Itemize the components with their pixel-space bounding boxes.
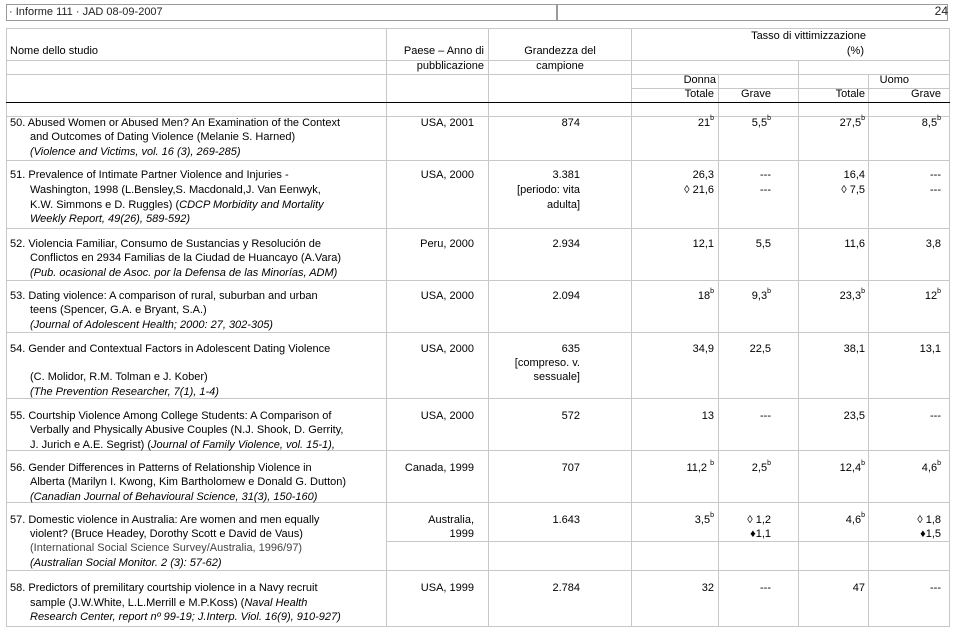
table-cell: 12$^b$ [924,288,941,302]
table-cell: 57. Domestic violence in Australia: Are women and men equally [10,514,320,526]
table-cell: 12,1 [692,238,714,250]
study-citation: (Canadian Journal of Behavioural Science, 31(3), 150-160) [30,491,318,503]
table-cell: adulta] [546,199,580,211]
table-cell: --- [930,582,941,594]
men-header: Uomo [879,74,909,86]
sample-size: 2.094 [552,290,580,302]
col-rate-header-l2: (%) [846,45,864,57]
table-cell: 27,5$^b$ [839,115,865,129]
table-cell: 22,5 [749,343,771,355]
table-cell: 47 [852,582,865,594]
table-cell: (C. Molidor, R.M. Tolman e J. Kober) [30,371,208,383]
table-cell: 21$^b$ [697,115,714,129]
country-year: USA, 2000 [420,290,474,302]
study-citation: (Violence and Victims, vol. 16 (3), 269-285) [30,146,241,158]
study-citation: (The Prevention Researcher, 7(1), 1-4) [30,386,219,398]
table-cell: 53. Dating violence: A comparison of rural, suburban and urban [10,290,318,302]
table-cell: 18$^b$ [697,288,714,302]
table-cell: 52. Violencia Familiar, Consumo de Sustancias y Resolución de [10,238,322,250]
study-title: Abused Women or Abused Men? An Examination of the Context [27,117,341,129]
study-title: Violencia Familiar, Consumo de Sustancias y Resolución de [28,238,322,250]
sample-size: 874 [561,117,580,129]
table-cell: 3,5$^b$ [694,512,714,526]
women-severe-header: Grave [741,88,771,100]
study-title: Gender and Contextual Factors in Adolescent Dating Violence [28,343,331,355]
table-cell: ◊ 1,2 [747,514,771,526]
men-total-header: Totale [835,88,865,100]
women-total-header: Totale [684,88,714,100]
table-cell: 4,6$^b$ [921,460,941,474]
col-sample-header-l1: Grandezza del [524,45,596,57]
table-cell: 51. Prevalence of Intimate Partner Violence and Injuries - [10,169,289,181]
study-title: Courtship Violence Among College Students: A Comparison of [28,410,332,422]
study-citation: (Australian Social Monitor. 2 (3): 57-62) [30,557,222,569]
table-cell: ♦1,1 [750,528,771,540]
sample-size: 3.381 [552,169,580,181]
country-year: USA, 2000 [420,343,474,355]
study-title: Predictors of premilitary courtship violence in a Navy recruit [28,582,318,594]
table-cell: 5,5 [755,238,771,250]
table-cell: 5,5$^b$ [751,115,771,129]
table-cell: 1999 [449,528,474,540]
sample-size: 2.934 [552,238,580,250]
study-citation: Research Center, report nº 99-19; J.Interp. Viol. 16(9), 910-927) [30,611,341,623]
women-header: Donna [683,74,716,86]
table-cell: Verbally and Physically Abusive Couples (N.J. Shook, D. Gerrity, [30,424,344,436]
country-year: USA, 2000 [420,410,474,422]
country-year: Australia, [428,514,474,526]
country-year: Canada, 1999 [404,462,474,474]
study-citation: Weekly Report, 49(26), 589-592) [30,213,190,225]
sample-size: 707 [561,462,580,474]
table-cell: 55. Courtship Violence Among College Students: A Comparison of [10,410,332,422]
table-cell: K.W. Simmons e D. Ruggles) (CDCP Morbidity and Mortality [30,199,324,211]
table-cell: --- [760,582,771,594]
table-cell: Conflictos en 2934 Familias de la Ciudad de Huancayo (A.Vara) [30,252,342,264]
col-country-header-l1: Paese – Anno di [403,45,484,57]
country-year: USA, 1999 [420,582,474,594]
table-cell: 38,1 [843,343,865,355]
sample-size: 2.784 [552,582,580,594]
table-cell: ◊ 21,6 [684,184,714,196]
table-cell: 11,6 [844,238,865,250]
table-cell: --- [760,184,771,196]
table-cell: (International Social Science Survey/Australia, 1996/97) [30,542,303,554]
table-cell: --- [930,169,941,181]
table-cell: --- [930,184,941,196]
page-number: 24 [934,4,948,18]
table-cell: ◊ 7,5 [841,184,865,196]
table-cell: 4,6$^b$ [845,512,865,526]
sample-size: 572 [561,410,580,422]
country-year: Peru, 2000 [420,238,474,250]
table-cell: Washington, 1998 (L.Bensley,S. Macdonald,J. Van Eenwyk, [30,184,321,196]
table-cell: Alberta (Marilyn I. Kwong, Kim Bartholomew e Donald G. Dutton) [30,476,347,488]
country-year: USA, 2001 [420,117,474,129]
study-title: Domestic violence in Australia: Are women and men equally [28,514,320,526]
table-cell: 13 [701,410,714,422]
table-cell: --- [760,410,771,422]
table-cell: teens (Spencer, G.A. e Bryant, S.A.) [30,304,207,316]
study-citation: (Journal of Adolescent Health; 2000: 27, 302-305) [30,319,273,331]
men-severe-header: Grave [911,88,941,100]
table-cell: sessuale] [533,371,580,383]
table-cell: and Outcomes of Dating Violence (Melanie S. Harned) [30,131,296,143]
header-title: · Informe 111 · JAD 08-09-2007 [6,4,558,21]
table-cell: ◊ 1,8 [917,514,941,526]
sample-size: 1.643 [552,514,580,526]
country-year: USA, 2000 [420,169,474,181]
table-cell: --- [930,410,941,422]
table-cell: 26,3 [692,169,714,181]
table-cell: 23,3$^b$ [839,288,865,302]
table-cell: 12,4$^b$ [839,460,865,474]
table-cell: sample (J.W.White, L.L.Merrill e M.P.Koss) (Naval Health [30,597,308,609]
table-cell: --- [760,169,771,181]
table-cell: 3,8 [925,238,941,250]
table-cell: 2,5$^b$ [751,460,771,474]
table-cell: 16,4 [843,169,865,181]
study-title: Dating violence: A comparison of rural, suburban and urban [28,290,318,302]
col-sample-header-l2: campione [536,60,584,72]
table-cell: violent? (Bruce Headey, Dorothy Scott e David de Vaus) [30,528,303,540]
table-cell: 50. Abused Women or Abused Men? An Examination of the Context [10,117,341,129]
study-citation: (Pub. ocasional de Asoc. por la Defensa de las Minorías, ADM) [30,267,338,279]
table-cell: 11,2 $^b$ [686,460,714,474]
col-country-header-l2: pubblicazione [416,60,484,72]
table-cell: [periodo: vita [517,184,580,196]
sample-size: 635 [561,343,580,355]
table-cell: 32 [701,582,714,594]
study-title: Prevalence of Intimate Partner Violence and Injuries - [28,169,289,181]
table-cell: ♦1,5 [920,528,941,540]
table-cell: 54. Gender and Contextual Factors in Adolescent Dating Violence [10,343,331,355]
table-cell: 8,5$^b$ [921,115,941,129]
col-rate-header-l1: Tasso di vittimizzazione [751,30,866,42]
table-cell: 13,1 [919,343,941,355]
study-title: Gender Differences in Patterns of Relationship Violence in [28,462,312,474]
table-cell: 58. Predictors of premilitary courtship violence in a Navy recruit [10,582,318,594]
table-cell: J. Jurich e A.E. Segrist) (Journal of Family Violence, vol. 15-1), [30,439,335,451]
table-cell: 56. Gender Differences in Patterns of Relationship Violence in [10,462,312,474]
table-cell: 23,5 [843,410,865,422]
col-study-header: Nome dello studio [10,45,99,57]
table-cell: 9,3$^b$ [751,288,771,302]
table-cell: 34,9 [692,343,714,355]
table-cell: [compreso. v. [514,357,580,369]
